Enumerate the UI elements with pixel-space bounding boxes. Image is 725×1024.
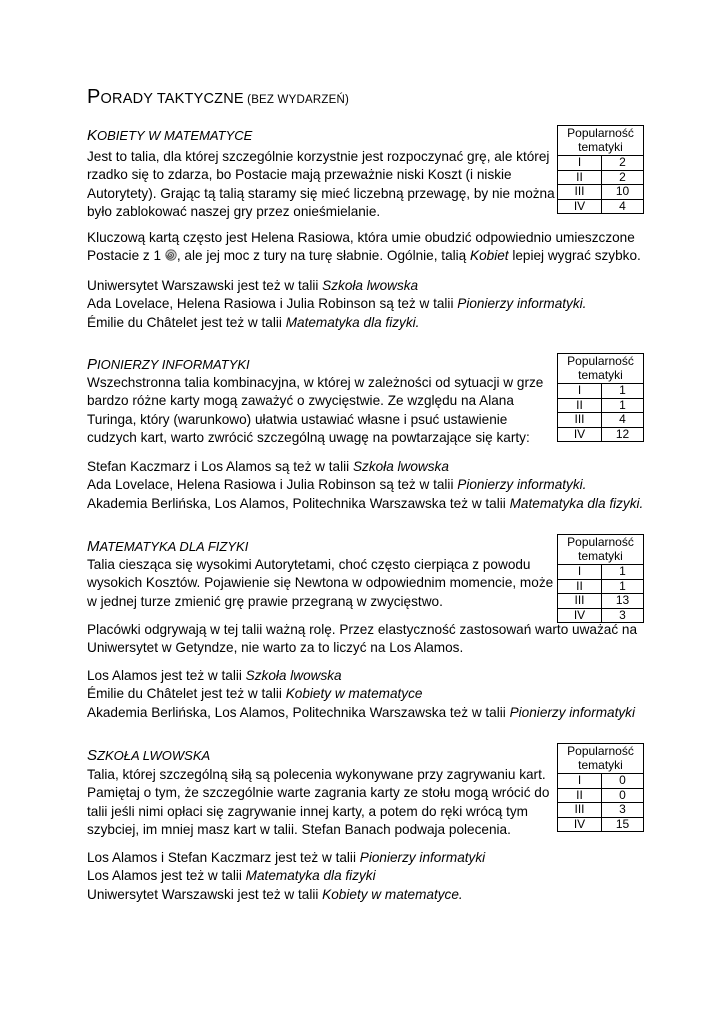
table-header: Popularność tematyki <box>558 354 644 384</box>
popularity-table-kobiety <box>557 125 644 214</box>
section-paragraph: Talia, której szczególną siłą są polecenia wykonywane przy zagrywaniu kart. Pamiętaj o tym, że szczególnie warte zagrania karty ze stołu mogą wrócić do talii jeśli nimi opłaci się zagrywanie innej karty, a potem do ręki wrócą tym szybciej, im mniej masz kart w talii. Stefan Banach podwaja polecenia. <box>87 767 550 838</box>
popularity-table-matematyka <box>557 534 644 623</box>
table-row: I 2 <box>558 156 644 171</box>
list-item: Los Alamos jest też w talii Szkoła lwowska <box>87 668 342 683</box>
list-item: Uniwersytet Warszawski jest też w talii Kobiety w matematyce. <box>87 886 463 902</box>
table-row: IV 3 <box>558 608 644 623</box>
table-row: III 3 <box>558 803 644 818</box>
section-title-matematyka: MATEMATYKA DLA FIZYKI <box>87 538 249 555</box>
table-row: III 4 <box>558 413 644 428</box>
table-row: II 2 <box>558 170 644 185</box>
list-item: Ada Lovelace, Helena Rasiowa i Julia Robinson są też w talii Pionierzy informatyki. <box>87 477 587 493</box>
section-title-szkola: SZKOŁA LWOWSKA <box>87 747 211 764</box>
list-item: Los Alamos i Stefan Kaczmarz jest też w talii Pionierzy informatyki <box>87 850 486 865</box>
page-title: PORADY TAKTYCZNE (BEZ WYDARZEŃ) <box>87 86 349 108</box>
table-row: IV 4 <box>558 199 644 214</box>
deck-references <box>87 277 586 332</box>
list-item: Akademia Berlińska, Los Alamos, Politechnika Warszawska też w talii Matematyka dla fizyki. <box>87 495 644 511</box>
table-row: III 10 <box>558 185 644 200</box>
table-header: Popularność tematyki <box>558 535 644 565</box>
section-paragraph: Placówki odgrywają w tej talii ważną rolę. Przez elastyczność zastosowań warto uważać na Uniwersytet w Getyndze, nie warto za to liczyć na Los Alamos. <box>87 622 638 656</box>
table-row: IV 12 <box>558 427 644 442</box>
list-item: Uniwersytet Warszawski jest też w talii Szkoła lwowska <box>87 278 419 293</box>
list-item: Los Alamos jest też w talii Matematyka dla fizyki <box>87 868 376 884</box>
table-row: I 1 <box>558 565 644 580</box>
table-header: Popularność tematyki <box>558 126 644 156</box>
table-row: I 0 <box>558 774 644 789</box>
table-row: II 1 <box>558 579 644 594</box>
popularity-table-pionierzy <box>557 353 644 442</box>
deck-references <box>87 849 485 904</box>
deck-references <box>87 667 635 722</box>
popularity-table-szkola <box>557 743 644 832</box>
table-row: I 1 <box>558 384 644 399</box>
table-header: Popularność tematyki <box>558 744 644 774</box>
section-title-pionierzy: PIONIERZY INFORMATYKI <box>87 356 250 373</box>
list-item: Ada Lovelace, Helena Rasiowa i Julia Robinson są też w talii Pionierzy informatyki. <box>87 296 587 312</box>
section-title-kobiety: KOBIETY W MATEMATYCE <box>87 127 253 144</box>
list-item: Émilie du Châtelet jest też w talii Kobiety w matematyce <box>87 686 423 702</box>
section-paragraph: Talia ciesząca się wysokimi Autorytetami, choć często cierpiąca z powodu wysokich Kosztów. Pojawienie się Newtona w odpowiednim momencie, może w jednej turze zmienić grę prawie przegraną w zwycięstwo. <box>87 557 554 609</box>
table-row: II 0 <box>558 788 644 803</box>
section-paragraph: Wszechstronna talia kombinacyjna, w której w zależności od sytuacji w grze bardzo różne karty mogą zaważyć o zwycięstwie. Ze względu na Alana Turinga, który (warunkowo) ułatwia ustawiać własne i psuć ustawienie cudzych kart, warto zwrócić szczególną uwagę na powtarzające się karty: <box>87 375 544 446</box>
section-paragraph: Kluczową kartą często jest Helena Rasiowa, która umie obudzić odpowiednio umieszczone Postacie z 1 , ale jej moc z tury na turę słabnie. Ogólnie, talią Kobiet lepiej wygrać szybko. <box>87 230 641 264</box>
list-item: Émilie du Châtelet jest też w talii Matematyka dla fizyki. <box>87 314 420 330</box>
table-row: IV 15 <box>558 817 644 832</box>
table-row: III 13 <box>558 594 644 609</box>
deck-references <box>87 458 643 513</box>
list-item: Akademia Berlińska, Los Alamos, Politechnika Warszawska też w talii Pionierzy informatyki <box>87 704 635 720</box>
section-paragraph: Jest to talia, dla której szczególnie korzystnie jest rozpoczynać grę, ale której rzadko się to zdarza, bo Postacie mają przeważnie niski Koszt (i niskie Autorytety). Grając tą talią staramy się mieć liczebną przewagę, by nie można było zablokować naszej gry przez onieśmielanie. <box>87 149 555 220</box>
spiral-token-icon <box>165 249 177 261</box>
table-row: II 1 <box>558 398 644 413</box>
list-item: Stefan Kaczmarz i Los Alamos są też w talii Szkoła lwowska <box>87 459 449 474</box>
